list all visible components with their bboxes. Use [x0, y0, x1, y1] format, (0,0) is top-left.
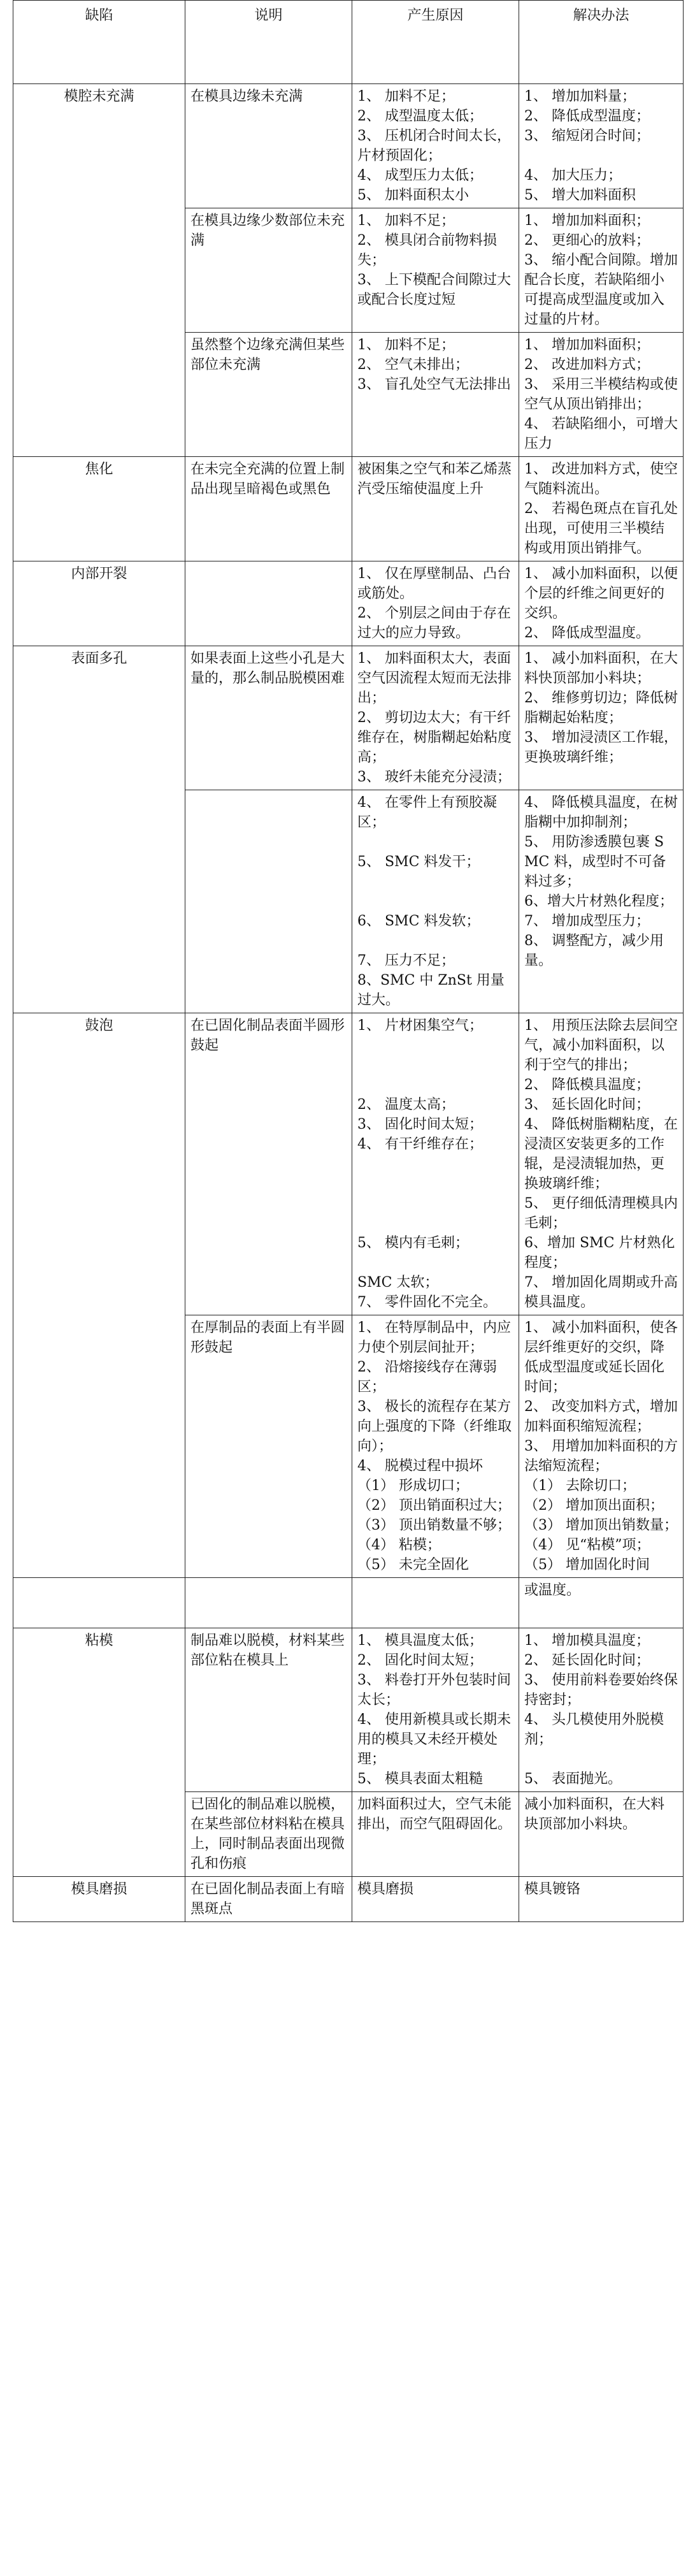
- cause-cell: [352, 1877, 519, 1922]
- defect-name-cell: [13, 1578, 185, 1628]
- table-row: [13, 457, 684, 561]
- table-row: [13, 84, 684, 208]
- solution-line: 1、 增加加料面积；: [524, 337, 650, 353]
- defect-name-cell: [13, 1877, 185, 1922]
- solution-line: 1、 改进加料方式，使空气随料流出。: [524, 461, 678, 497]
- description-line: 在模具边缘少数部位未充满: [190, 213, 345, 249]
- description-cell: [185, 457, 352, 561]
- cause-line: 2、 空气未排出；: [357, 357, 469, 373]
- solution-line: 6、增加 SMC 片材熟化程度；: [524, 1235, 675, 1271]
- cause-line: [357, 892, 513, 911]
- cause-line: 4、 有干纤维存在；: [357, 1136, 483, 1152]
- solution-line: 1、 增加加料面积；: [524, 213, 650, 229]
- cause-line: 4、 成型压力太低；: [357, 168, 483, 184]
- description-cell: [185, 1578, 352, 1628]
- solution-line: 5、 更仔细低清理模具内毛刺；: [524, 1196, 678, 1231]
- cause-line: 2、 剪切边太大；有干纤维存在，树脂糊起始粘度高；: [357, 710, 512, 765]
- cause-line: 1、 模具温度太低；: [357, 1633, 483, 1649]
- cause-cell: [352, 457, 519, 561]
- description-cell: [185, 646, 352, 790]
- solution-line: 模具镀铬: [524, 1881, 581, 1897]
- cause-line: 5、 模具表面太粗糙: [357, 1771, 483, 1787]
- solution-cell: [519, 333, 684, 457]
- description-cell: [185, 84, 352, 208]
- header-defect: 缺陷: [13, 1, 185, 84]
- cause-line: 1、 加料不足；: [357, 337, 455, 353]
- cause-cell: [352, 1578, 519, 1628]
- cause-cell: [352, 84, 519, 208]
- cause-line: 4、 脱模过程中损坏: [357, 1458, 483, 1474]
- cause-line: 被困集之空气和苯乙烯蒸汽受压缩使温度上升: [357, 461, 512, 497]
- solution-line: 1、 增加加料量；: [524, 89, 636, 105]
- solution-line: 3、 缩小配合间隙。增加配合长度，若缺陷细小可提高成型温度或加入过量的片材。: [524, 252, 678, 328]
- solution-line: 4、 降低模具温度，在树脂糊中加抑制剂；: [524, 795, 678, 830]
- table-row: [13, 1877, 684, 1922]
- defect-name-cell: [13, 457, 185, 561]
- description-cell: [185, 333, 352, 457]
- cause-line: 5、 模内有毛刺；: [357, 1235, 469, 1251]
- cause-line: [357, 1154, 513, 1174]
- solution-line: 减小加料面积，在大料块顶部加小料块。: [524, 1797, 665, 1832]
- table-row: [13, 561, 684, 646]
- solution-line: 1、 减小加料面积，使各层纤维更好的交织，降低成型温度或延长固化时间；: [524, 1320, 678, 1395]
- description-line: 虽然整个边缘充满但某些部位未充满: [190, 337, 345, 373]
- solution-line: 2、 延长固化时间；: [524, 1653, 650, 1668]
- solution-line: （3） 增加顶出销数量；: [524, 1517, 678, 1533]
- solution-cell: [519, 1628, 684, 1792]
- cause-cell: [352, 1628, 519, 1792]
- defect-name-cell: [13, 1013, 185, 1578]
- solution-line: [524, 1749, 678, 1769]
- cause-line: 3、 固化时间太短；: [357, 1117, 483, 1132]
- solution-line: 1、 减小加料面积，在大料快顶部加小料块；: [524, 651, 678, 686]
- description-line: 制品难以脱模，材料某些部位粘在模具上: [190, 1633, 345, 1668]
- description-line: 如果表面上这些小孔是大量的，那么制品脱模困难: [190, 651, 345, 686]
- description-line: 在模具边缘未充满: [190, 89, 303, 105]
- solution-cell: [519, 84, 684, 208]
- defect-name-cell: [13, 1628, 185, 1877]
- solution-line: 4、 若缺陷细小，可增大压力: [524, 416, 678, 452]
- cause-cell: [352, 646, 519, 790]
- cause-line: 模具磨损: [357, 1881, 414, 1897]
- solution-line: 3、 缩短闭合时间；: [524, 128, 650, 144]
- solution-line: 4、 加大压力；: [524, 168, 622, 184]
- solution-line: 6、增大片材熟化程度；: [524, 894, 673, 909]
- cause-line: 1、 片材困集空气；: [357, 1018, 483, 1034]
- cause-line: 7、 零件固化不完全。: [357, 1294, 497, 1310]
- cause-line: [357, 1174, 513, 1194]
- description-cell: [185, 1877, 352, 1922]
- defect-name: 模腔未充满: [64, 89, 134, 105]
- cause-line: 2、 固化时间太短；: [357, 1653, 483, 1668]
- solution-line: 2、 降低成型温度。: [524, 625, 650, 641]
- solution-line: 3、 用增加加料面积的方法缩短流程；: [524, 1438, 678, 1474]
- solution-line: 5、 表面抛光。: [524, 1771, 622, 1787]
- description-cell: [185, 1628, 352, 1792]
- table-row: [13, 1628, 684, 1792]
- solution-cell: [519, 646, 684, 790]
- cause-line: 6、 SMC 料发软；: [357, 913, 480, 929]
- description-cell: [185, 790, 352, 1013]
- cause-cell: [352, 1013, 519, 1315]
- description-line: 在未完全充满的位置上制品出现呈暗褐色或黑色: [190, 461, 345, 497]
- solution-cell: [519, 1578, 684, 1628]
- cause-line: 7、 压力不足；: [357, 953, 455, 969]
- cause-cell: [352, 561, 519, 646]
- defect-table: [13, 0, 684, 1922]
- description-line: 已固化的制品难以脱模，在某些部位材料粘在模具上，同时制品表面出现微孔和伤痕: [190, 1797, 345, 1872]
- cause-line: [357, 1213, 513, 1233]
- table-body: [13, 84, 684, 1922]
- cause-line: 3、 料卷打开外包装时间太长；: [357, 1672, 511, 1708]
- cause-line: （4） 粘模；: [357, 1537, 441, 1553]
- solution-line: 2、 更细心的放料；: [524, 233, 650, 249]
- cause-line: 3、 上下模配合间隙过大或配合长度过短: [357, 272, 511, 308]
- cause-line: 2、 沿熔接线存在薄弱区；: [357, 1359, 497, 1395]
- solution-line: 3、 增加浸渍区工作辊，更换玻璃纤维；: [524, 730, 678, 765]
- cause-line: 1、 在特厚制品中，内应力使个别层间扯开；: [357, 1320, 511, 1356]
- cause-line: [357, 1055, 513, 1075]
- defect-name: 模具磨损: [71, 1881, 127, 1897]
- header-cause: 产生原因: [352, 1, 519, 84]
- cause-cell: [352, 333, 519, 457]
- cause-line: （2） 顶出销面积过大；: [357, 1498, 511, 1514]
- solution-cell: [519, 457, 684, 561]
- solution-cell: [519, 1877, 684, 1922]
- cause-line: 1、 仅在厚壁制品、凸台或筋处。: [357, 566, 511, 602]
- solution-line: 3、 采用三半模结构或使空气从顶出销排出；: [524, 377, 678, 412]
- cause-line: [357, 872, 513, 892]
- cause-line: 加料面积过大，空气未能排出，而空气阻碍固化。: [357, 1797, 512, 1832]
- description-line: 在厚制品的表面上有半圆形鼓起: [190, 1320, 345, 1356]
- solution-line: 4、 头几模使用外脱模剂；: [524, 1712, 664, 1747]
- cause-line: 2、 模具闭合前物料损失；: [357, 233, 497, 268]
- defect-name-cell: [13, 84, 185, 457]
- cause-line: [357, 832, 513, 852]
- solution-line: 2、 降低成型温度；: [524, 108, 650, 124]
- description-cell: [185, 1013, 352, 1315]
- defect-name: 焦化: [85, 461, 113, 477]
- cause-line: 5、 加料面积太小: [357, 187, 469, 203]
- description-cell: [185, 1315, 352, 1578]
- cause-line: SMC 太软；: [357, 1275, 439, 1291]
- solution-line: 2、 降低模具温度；: [524, 1077, 650, 1093]
- solution-line: 3、 延长固化时间；: [524, 1097, 650, 1113]
- defect-name: 内部开裂: [71, 566, 127, 582]
- solution-line: 7、 增加固化周期或升高模具温度。: [524, 1275, 678, 1310]
- solution-line: 1、 用预压法除去层间空气，减小加料面积，以利于空气的排出；: [524, 1018, 678, 1073]
- cause-line: 2、 温度太高；: [357, 1097, 455, 1113]
- cause-line: 8、SMC 中 ZnSt 用量过大。: [357, 973, 505, 1008]
- defect-name-cell: [13, 561, 185, 646]
- cause-line: 2、 个别层之间由于存在过大的应力导致。: [357, 605, 511, 641]
- cause-line: 3、 压机闭合时间太长，片材预固化；: [357, 128, 511, 164]
- cause-cell: [352, 1315, 519, 1578]
- solution-line: 或温度。: [524, 1582, 581, 1598]
- defect-name-cell: [13, 646, 185, 1013]
- defect-name: 鼓泡: [85, 1018, 113, 1034]
- solution-line: 2、 改进加料方式；: [524, 357, 650, 373]
- solution-line: 2、 维修剪切边；降低树脂糊起始粘度；: [524, 690, 678, 726]
- cause-line: （1） 形成切口；: [357, 1478, 469, 1494]
- cause-line: 2、 成型温度太低；: [357, 108, 483, 124]
- cause-line: （3） 顶出销数量不够；: [357, 1517, 511, 1533]
- cause-line: 1、 加料面积太大，表面空气因流程太短而无法排出；: [357, 651, 512, 706]
- cause-cell: [352, 208, 519, 333]
- solution-line: （5） 增加固化时间: [524, 1557, 650, 1573]
- solution-cell: [519, 1792, 684, 1877]
- description-line: 在已固化制品表面半圆形鼓起: [190, 1018, 345, 1053]
- solution-line: （2） 增加顶出面积；: [524, 1498, 664, 1514]
- table-row: [13, 646, 684, 790]
- table-row: [13, 1578, 684, 1628]
- header-solution: 解决办法: [519, 1, 684, 84]
- solution-cell: [519, 561, 684, 646]
- description-cell: [185, 1792, 352, 1877]
- defect-name: 粘模: [85, 1633, 113, 1649]
- defect-name: 表面多孔: [71, 651, 127, 667]
- solution-cell: [519, 1315, 684, 1578]
- solution-line: （4） 见“粘模”项；: [524, 1537, 650, 1553]
- header-row: [13, 1, 684, 84]
- solution-line: 5、 增大加料面积: [524, 187, 636, 203]
- solution-cell: [519, 1013, 684, 1315]
- table-row: [13, 1013, 684, 1315]
- solution-line: 2、 改变加料方式，增加加料面积缩短流程；: [524, 1399, 678, 1435]
- solution-line: 3、 使用前料卷要始终保持密封；: [524, 1672, 678, 1708]
- cause-cell: [352, 790, 519, 1013]
- cause-line: [357, 1075, 513, 1095]
- header-description: 说明: [185, 1, 352, 84]
- cause-line: [357, 1194, 513, 1213]
- solution-line: （1） 去除切口；: [524, 1478, 636, 1494]
- cause-line: 3、 盲孔处空气无法排出: [357, 377, 511, 393]
- solution-line: 7、 增加成型压力；: [524, 913, 650, 929]
- cause-line: [357, 931, 513, 951]
- cause-line: 4、 在零件上有预胶凝区；: [357, 795, 497, 830]
- cause-cell: [352, 1792, 519, 1877]
- solution-line: 1、 增加模具温度；: [524, 1633, 650, 1649]
- solution-cell: [519, 208, 684, 333]
- cause-line: 3、 玻纤未能充分浸渍；: [357, 769, 511, 785]
- description-line: 在已固化制品表面上有暗黑斑点: [190, 1881, 345, 1917]
- solution-line: 5、 用防渗透膜包裹 SMC 料，成型时不可备料过多；: [524, 834, 666, 890]
- description-cell: [185, 208, 352, 333]
- solution-cell: [519, 790, 684, 1013]
- cause-line: [357, 1253, 513, 1273]
- solution-line: 1、 减小加料面积，以便个层的纤维之间更好的交织。: [524, 566, 678, 621]
- cause-line: （5） 未完全固化: [357, 1557, 469, 1573]
- cause-line: 3、 极长的流程存在某方向上强度的下降（纤维取向）；: [357, 1399, 512, 1454]
- solution-line: [524, 146, 678, 166]
- solution-line: 8、 调整配方，减少用量。: [524, 933, 664, 969]
- solution-line: 2、 若褐色斑点在盲孔处出现，可使用三半模结构或用顶出销排气。: [524, 501, 678, 556]
- cause-line: 4、 使用新模具或长期未用的模具又未经开模处理；: [357, 1712, 511, 1767]
- cause-line: 1、 加料不足；: [357, 89, 455, 105]
- description-cell: [185, 561, 352, 646]
- solution-line: 4、 降低树脂糊粘度，在浸渍区安装更多的工作辊，是浸渍辊加热，更换玻璃纤维；: [524, 1117, 678, 1192]
- cause-line: [357, 1036, 513, 1055]
- cause-line: 5、 SMC 料发干；: [357, 854, 480, 870]
- cause-line: 1、 加料不足；: [357, 213, 455, 229]
